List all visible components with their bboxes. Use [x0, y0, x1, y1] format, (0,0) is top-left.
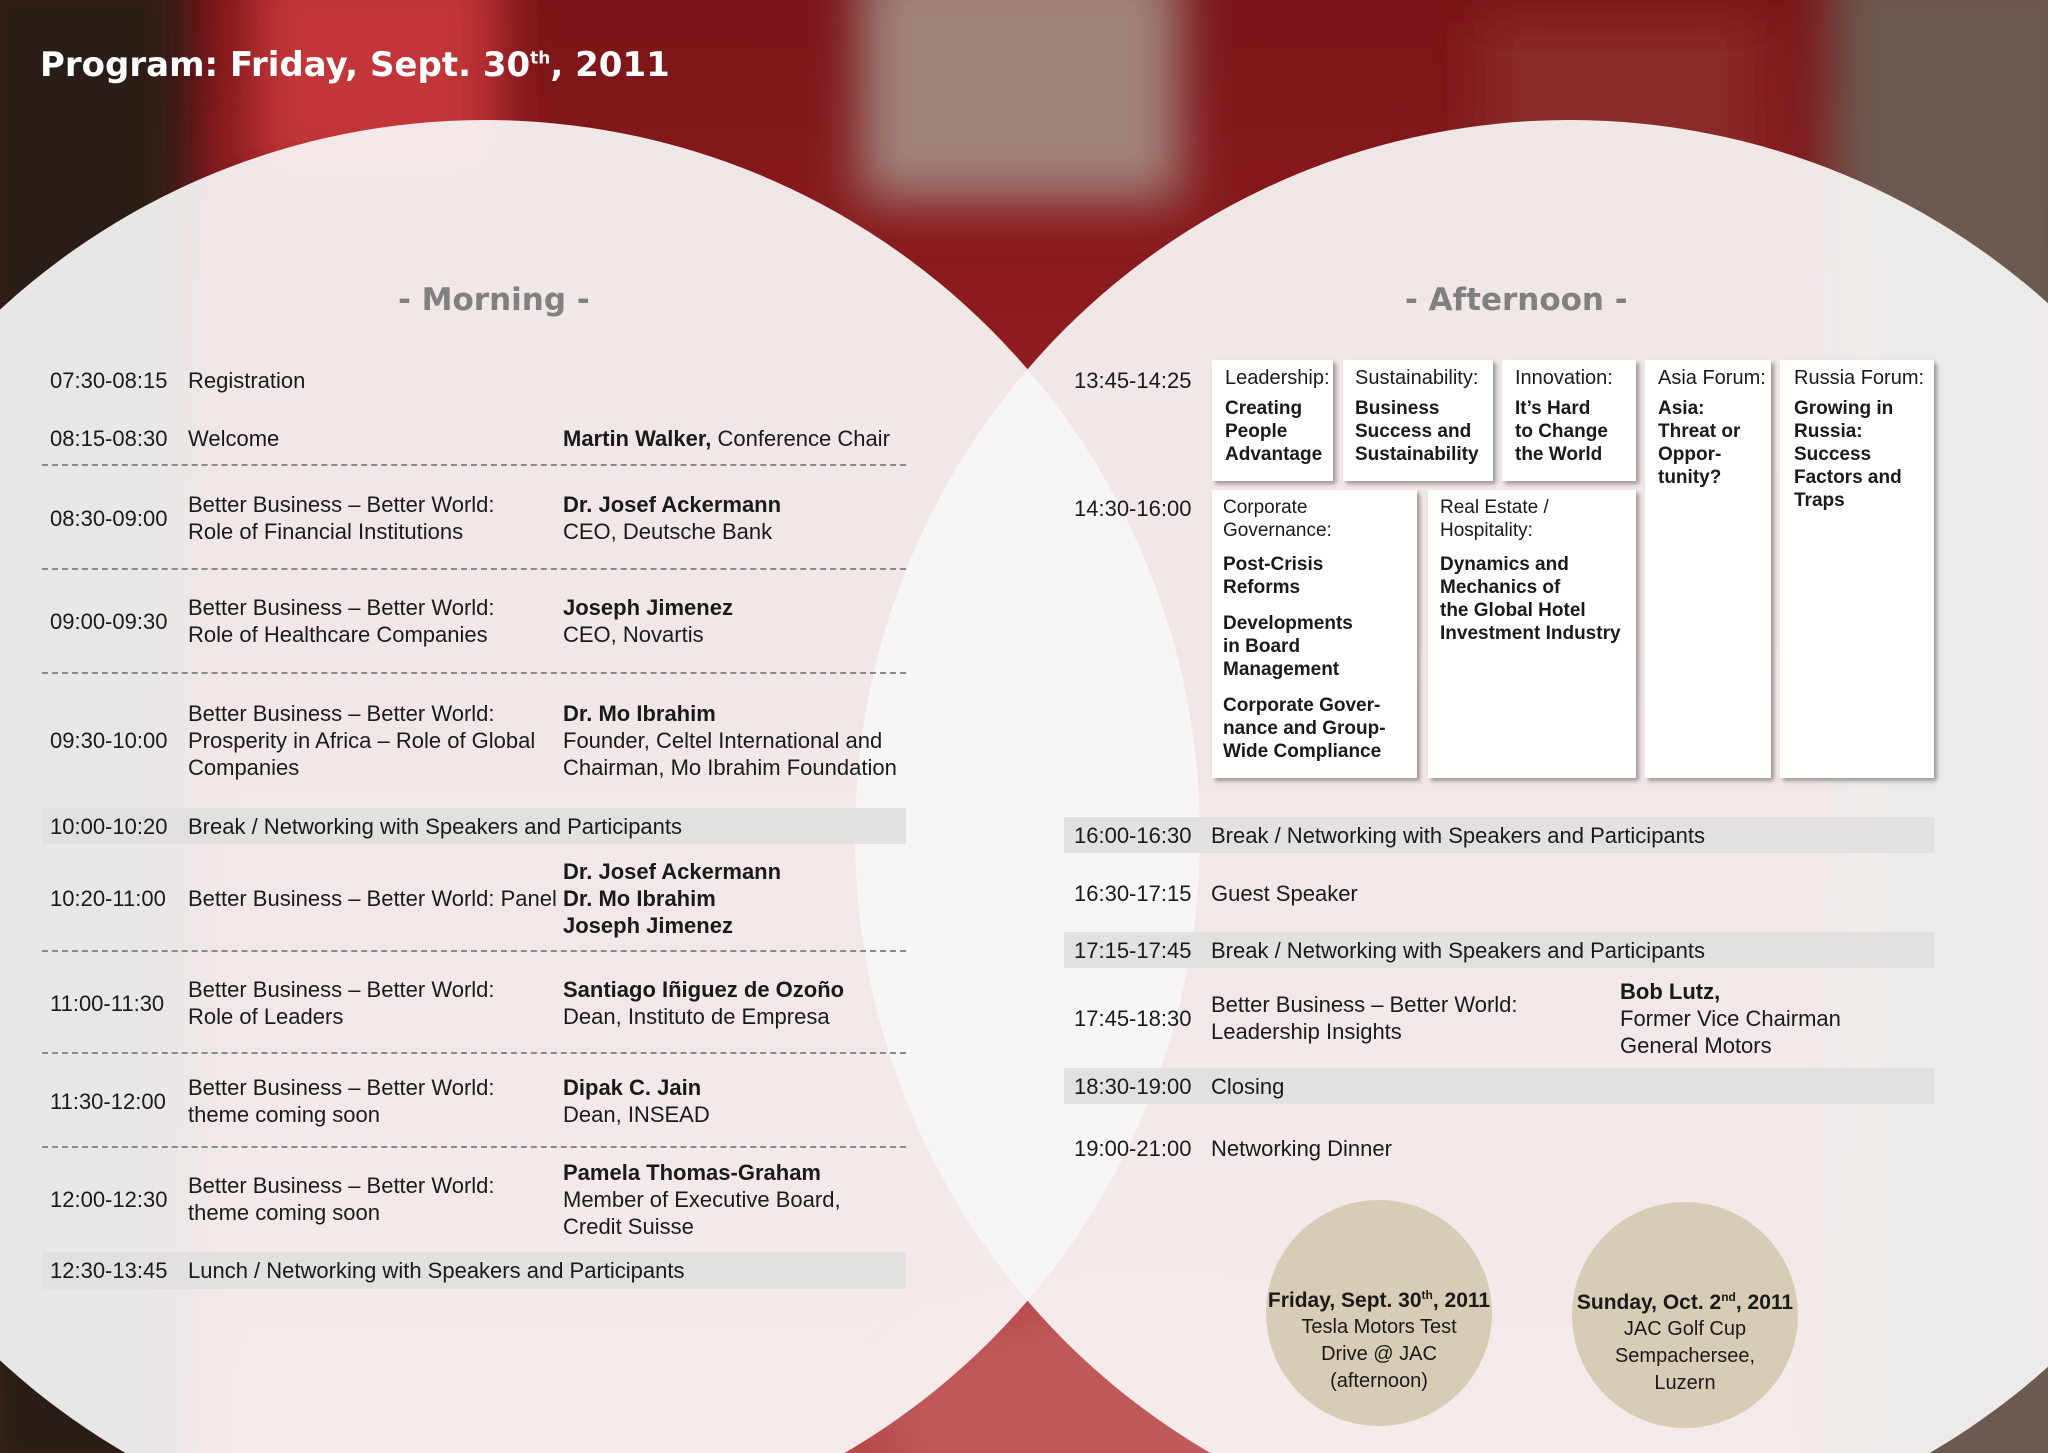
track-title: Post-Crisis — [1223, 554, 1324, 575]
track-title: Growing in — [1794, 398, 1894, 419]
speaker-name: Dipak C. Jain — [563, 1075, 702, 1100]
session-topic: Role of Leaders — [188, 1004, 344, 1029]
time-slot: 10:20-11:00 — [50, 886, 166, 911]
track-title: the World — [1515, 444, 1603, 465]
session-topic: Leadership Insights — [1211, 1019, 1402, 1044]
track-box-corporate-governance — [1212, 490, 1417, 778]
track-title: Sustainability — [1355, 444, 1479, 465]
time-slot: 10:00-10:20 — [50, 814, 168, 839]
session-topic: Break / Networking with Speakers and Participants — [1211, 823, 1706, 848]
track-title: Management — [1223, 659, 1340, 680]
track-box-leadership — [1212, 360, 1333, 481]
track-title: Creating — [1225, 398, 1303, 419]
session-topic: Break / Networking with Speakers and Participants — [188, 814, 683, 839]
track-title: Threat or — [1658, 421, 1741, 442]
session-topic: Guest Speaker — [1211, 881, 1358, 906]
track-title: in Board — [1223, 636, 1301, 657]
track-label: Sustainability: — [1355, 367, 1479, 389]
speaker-name: Joseph Jimenez — [563, 913, 733, 938]
session-topic: Break / Networking with Speakers and Participants — [1211, 938, 1706, 963]
speaker-name: Dr. Josef Ackermann — [563, 859, 782, 884]
badge-date: Sunday, Oct. 2nd, 2011 — [1576, 1290, 1794, 1314]
speaker-role: Credit Suisse — [563, 1214, 694, 1239]
speaker-name: Dr. Mo Ibrahim — [563, 886, 716, 911]
track-box-innovation — [1502, 360, 1636, 481]
track-title: to Change — [1515, 421, 1608, 442]
badge-line: Drive @ JAC — [1321, 1343, 1437, 1365]
track-label: Innovation: — [1515, 367, 1613, 389]
track-title: Business — [1355, 398, 1440, 419]
time-slot: 11:30-12:00 — [50, 1089, 166, 1114]
track-title: People — [1225, 421, 1288, 442]
session-topic: Better Business – Better World: — [188, 1173, 495, 1198]
badge-line: Luzern — [1654, 1372, 1716, 1394]
speaker-role: CEO, Novartis — [563, 622, 704, 647]
track-title: Wide Compliance — [1223, 741, 1382, 762]
session-topic: Closing — [1211, 1074, 1285, 1099]
morning-heading: - Morning - — [398, 282, 590, 318]
session-topic: theme coming soon — [188, 1102, 380, 1127]
speaker-role: Dean, INSEAD — [563, 1102, 710, 1127]
track-title: Investment Industry — [1440, 623, 1621, 644]
speaker-role: Chairman, Mo Ibrahim Foundation — [563, 755, 897, 780]
session-topic: Better Business – Better World: — [188, 701, 495, 726]
track-title: Russia: — [1794, 421, 1863, 442]
time-slot: 17:15-17:45 — [1074, 938, 1192, 963]
track-box-sustainability — [1343, 360, 1493, 481]
speaker-role: Dean, Instituto de Empresa — [563, 1004, 830, 1029]
track-title: It’s Hard — [1515, 398, 1591, 419]
track-title: the Global Hotel — [1440, 600, 1586, 621]
time-slot: 09:30-10:00 — [50, 728, 168, 753]
time-slot: 17:45-18:30 — [1074, 1006, 1192, 1031]
session-topic: Better Business – Better World: — [188, 977, 495, 1002]
track-title: Mechanics of — [1440, 577, 1561, 598]
speaker-role: Former Vice Chairman — [1620, 1006, 1841, 1031]
track-title: Developments — [1223, 613, 1353, 634]
divider — [42, 1052, 906, 1054]
speaker-role: Member of Executive Board, — [563, 1187, 841, 1212]
session-topic: Welcome — [188, 426, 280, 451]
session-topic: Better Business – Better World: Panel — [188, 886, 557, 911]
divider — [42, 672, 906, 674]
track-title: Advantage — [1225, 444, 1323, 465]
session-topic: Better Business – Better World: — [1211, 992, 1518, 1017]
speaker-name: Joseph Jimenez — [563, 595, 733, 620]
time-slot: 12:00-12:30 — [50, 1187, 168, 1212]
track-label: Russia Forum: — [1794, 367, 1925, 389]
time-slot: 11:00-11:30 — [50, 991, 165, 1016]
session-topic: Better Business – Better World: — [188, 1075, 495, 1100]
session-topic: Better Business – Better World: — [188, 595, 495, 620]
session-topic: Role of Healthcare Companies — [188, 622, 488, 647]
badge-date: Friday, Sept. 30th, 2011 — [1267, 1288, 1491, 1312]
track-title: Oppor- — [1658, 444, 1722, 465]
speaker-role: General Motors — [1620, 1033, 1772, 1058]
session-topic: Networking Dinner — [1211, 1136, 1392, 1161]
track-label: Asia Forum: — [1658, 367, 1766, 389]
divider — [42, 1146, 906, 1148]
time-slot: 16:00-16:30 — [1074, 823, 1192, 848]
track-title: Asia: — [1658, 398, 1705, 419]
track-title: nance and Group- — [1223, 718, 1386, 739]
speaker-name: Dr. Josef Ackermann — [563, 492, 782, 517]
track-label: Real Estate / — [1440, 497, 1549, 518]
track-title: tunity? — [1658, 467, 1722, 488]
track-box-real-estate — [1428, 490, 1636, 778]
track-title: Traps — [1794, 490, 1845, 511]
speaker-name: Dr. Mo Ibrahim — [563, 701, 716, 726]
track-label: Corporate — [1223, 497, 1308, 518]
track-title: Success — [1794, 444, 1872, 465]
session-topic: Prosperity in Africa – Role of Global — [188, 728, 536, 753]
track-label: Hospitality: — [1440, 520, 1533, 541]
afternoon-heading: - Afternoon - — [1405, 282, 1628, 318]
speaker-role: CEO, Deutsche Bank — [563, 519, 773, 544]
speaker-role: Conference Chair — [717, 426, 890, 451]
event-badge-tesla — [1266, 1200, 1492, 1426]
track-label: Leadership: — [1225, 367, 1330, 389]
track-label: Governance: — [1223, 520, 1332, 541]
speaker-role: Founder, Celtel International and — [563, 728, 883, 753]
time-slot: 14:30-16:00 — [1074, 496, 1192, 521]
track-title: Factors and — [1794, 467, 1902, 488]
speaker-name: Bob Lutz, — [1620, 979, 1721, 1004]
badge-line: Sempachersee, — [1614, 1345, 1756, 1367]
session-topic: Lunch / Networking with Speakers and Participants — [188, 1258, 685, 1283]
closing-band — [1064, 1068, 1934, 1104]
speaker-name: Pamela Thomas-Graham — [563, 1160, 821, 1185]
page-title: Program: Friday, Sept. 30th, 2011 — [40, 45, 670, 85]
track-title: Reforms — [1223, 577, 1301, 598]
divider — [42, 464, 906, 466]
track-title: Dynamics and — [1440, 554, 1569, 575]
time-slot: 13:45-14:25 — [1074, 368, 1192, 393]
divider — [42, 950, 906, 952]
speaker-line — [563, 425, 890, 452]
speaker-name: Santiago Iñiguez de Ozoño — [563, 977, 845, 1002]
session-topic: theme coming soon — [188, 1200, 380, 1225]
track-title: Corporate Gover- — [1223, 695, 1381, 716]
track-box-asia-forum — [1645, 360, 1771, 778]
time-slot: 16:30-17:15 — [1074, 881, 1192, 906]
speaker-name: Martin Walker, — [563, 426, 712, 451]
badge-line: Tesla Motors Test — [1301, 1316, 1457, 1338]
time-slot: 08:15-08:30 — [50, 426, 168, 451]
divider — [42, 568, 906, 570]
time-slot: 19:00-21:00 — [1074, 1136, 1192, 1161]
event-badge-golf — [1572, 1202, 1798, 1428]
track-title: Success and — [1355, 421, 1472, 442]
badge-line: (afternoon) — [1330, 1370, 1428, 1392]
time-slot: 12:30-13:45 — [50, 1258, 168, 1283]
time-slot: 09:00-09:30 — [50, 609, 168, 634]
track-box-russia-forum — [1780, 360, 1934, 778]
session-topic: Better Business – Better World: — [188, 492, 495, 517]
session-topic: Registration — [188, 368, 306, 393]
time-slot: 07:30-08:15 — [50, 368, 168, 393]
time-slot: 08:30-09:00 — [50, 506, 168, 531]
session-topic: Role of Financial Institutions — [188, 519, 464, 544]
badge-line: JAC Golf Cup — [1623, 1318, 1747, 1340]
time-slot: 18:30-19:00 — [1074, 1074, 1192, 1099]
session-topic: Companies — [188, 755, 300, 780]
